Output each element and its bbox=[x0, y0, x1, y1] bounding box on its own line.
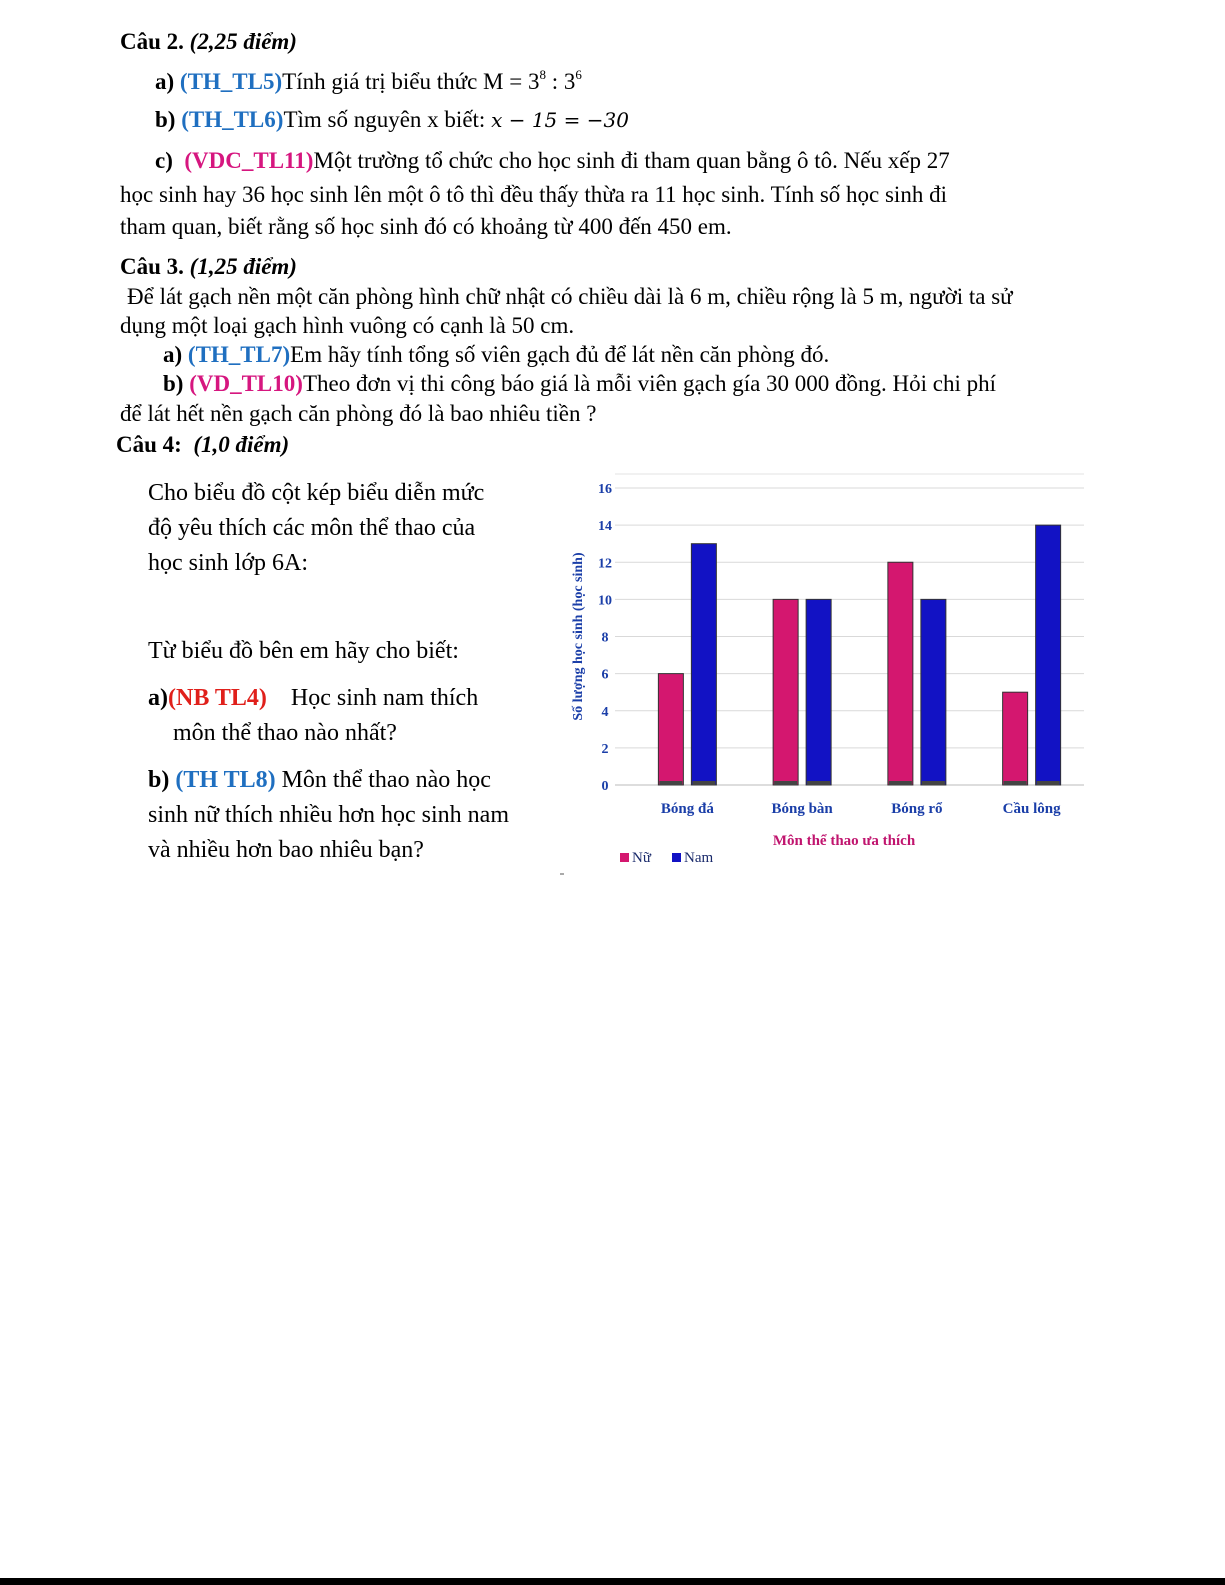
y-tick-label: 6 bbox=[601, 667, 609, 683]
q4-a-line2: môn thể thao nào nhất? bbox=[173, 720, 397, 746]
q4-heading bbox=[116, 430, 289, 460]
q3-a-code: (TH_TL7) bbox=[187, 342, 291, 367]
q4-intro2: độ yêu thích các môn thể thao của bbox=[148, 515, 476, 541]
q4-ask: Từ biểu đồ bên em hãy cho biết: bbox=[148, 638, 459, 664]
bar-base-shadow bbox=[807, 781, 830, 785]
q3-intro1: Để lát gạch nền một căn phòng hình chữ nhật có chiều dài là 6 m, chiều rộng là 5 m, người ta sử bbox=[127, 284, 1013, 309]
y-tick-label: 4 bbox=[601, 704, 609, 720]
q4-title: Câu 4: bbox=[116, 432, 182, 457]
q2-c-line2: học sinh hay 36 học sinh lên một ô tô thì đều thấy thừa ra 11 học sinh. Tính số học sinh đi bbox=[120, 182, 947, 207]
bar bbox=[658, 674, 683, 785]
bar bbox=[691, 544, 716, 785]
q3-b-code: (VD_TL10) bbox=[189, 371, 303, 396]
q2-title: Câu 2. bbox=[120, 29, 184, 54]
q2-c-code: (VDC_TL11) bbox=[184, 148, 314, 173]
x-tick-label: Cầu lông bbox=[1002, 801, 1061, 817]
y-tick-label: 12 bbox=[598, 556, 612, 572]
q2-a-mid: : 3 bbox=[545, 69, 576, 94]
x-tick-label: Bóng đá bbox=[660, 801, 714, 817]
q3-a-text: Em hãy tính tổng số viên gạch đủ để lát nền căn phòng đó. bbox=[290, 342, 830, 367]
q2-b-math: x − 15 = −30 bbox=[491, 108, 629, 132]
sports-bar-chart bbox=[560, 472, 1090, 877]
q2-c-label: c) bbox=[155, 148, 173, 173]
q4-b-line3: và nhiều hơn bao nhiêu bạn? bbox=[148, 837, 424, 863]
q2-a-code: (TH_TL5) bbox=[179, 69, 283, 94]
y-tick-label: 2 bbox=[601, 741, 609, 757]
bar-base-shadow bbox=[1004, 781, 1027, 785]
bar-base-shadow bbox=[889, 781, 912, 785]
q4-b-label: b) bbox=[148, 767, 170, 793]
x-tick-label: Bóng rổ bbox=[891, 801, 943, 817]
q3-points: (1,25 điểm) bbox=[189, 254, 297, 279]
y-tick-label: 0 bbox=[601, 779, 609, 794]
bar-base-shadow bbox=[1037, 781, 1060, 785]
q3-intro2: dụng một loại gạch hình vuông có cạnh là 50 cm. bbox=[120, 313, 575, 338]
q4-b-line2: sinh nữ thích nhiều hơn học sinh nam bbox=[148, 802, 509, 828]
q2-c bbox=[155, 146, 950, 176]
bar-base-shadow bbox=[692, 781, 715, 785]
q3-a-label: a) bbox=[163, 342, 183, 367]
legend-label: Nữ bbox=[632, 850, 651, 866]
q4-a bbox=[148, 683, 478, 713]
q2-c-line3: tham quan, biết rằng số học sinh đó có khoảng từ 400 đến 450 em. bbox=[120, 214, 732, 239]
bar-base-shadow bbox=[922, 781, 945, 785]
bar bbox=[921, 599, 946, 785]
q3-heading bbox=[120, 252, 297, 282]
page-bottom-border bbox=[0, 1578, 1225, 1585]
q3-b bbox=[163, 369, 996, 399]
bar bbox=[773, 599, 798, 785]
x-axis-label: Môn thể thao ưa thích bbox=[772, 833, 916, 849]
q3-b-line2: để lát hết nền gạch căn phòng đó là bao nhiêu tiền ? bbox=[120, 401, 597, 426]
bar bbox=[806, 599, 831, 785]
q4-points: (1,0 điểm) bbox=[193, 432, 290, 457]
q3-b-label: b) bbox=[163, 371, 184, 396]
y-tick-label: 10 bbox=[598, 593, 612, 609]
q4-b bbox=[148, 765, 491, 795]
q2-a-exp1: 8 bbox=[539, 67, 546, 82]
q3-a bbox=[163, 340, 829, 370]
q4-a-code: (NB TL4) bbox=[168, 685, 267, 711]
q2-a-label: a) bbox=[155, 69, 175, 94]
q4-intro3: học sinh lớp 6A: bbox=[148, 550, 309, 576]
q2-b-text: Tìm số nguyên x biết: bbox=[283, 107, 492, 132]
q4-b-code: (TH TL8) bbox=[175, 767, 276, 793]
bar bbox=[1036, 525, 1061, 785]
q2-c-text: Một trường tổ chức cho học sinh đi tham quan bằng ô tô. Nếu xếp 27 bbox=[313, 148, 950, 173]
q2-points: (2,25 điểm) bbox=[189, 29, 297, 54]
y-tick-label: 8 bbox=[601, 630, 609, 646]
bar-base-shadow bbox=[774, 781, 797, 785]
q4-intro1: Cho biểu đồ cột kép biểu diễn mức bbox=[148, 480, 485, 506]
q2-heading bbox=[120, 27, 297, 57]
q3-b-text: Theo đơn vị thi công báo giá là mỗi viên gạch gía 30 000 đồng. Hỏi chi phí bbox=[302, 371, 997, 396]
bar-base-shadow bbox=[659, 781, 682, 785]
bar bbox=[888, 562, 913, 785]
x-tick-label: Bóng bàn bbox=[771, 801, 833, 817]
legend-label: Nam bbox=[684, 850, 714, 866]
q4-a-label: a) bbox=[148, 685, 168, 711]
q2-a-exp2: 6 bbox=[575, 67, 582, 82]
q2-b-code: (TH_TL6) bbox=[181, 107, 284, 132]
y-tick-label: 16 bbox=[598, 482, 612, 497]
q2-a bbox=[155, 67, 582, 97]
q4-a-text: Học sinh nam thích bbox=[290, 685, 479, 711]
q3-title: Câu 3. bbox=[120, 254, 184, 279]
y-tick-label: 14 bbox=[598, 519, 612, 535]
y-axis-label: Số lượng học sinh (học sinh) bbox=[571, 552, 586, 721]
q4-b-text: Môn thể thao nào học bbox=[281, 767, 491, 793]
q2-b-label: b) bbox=[155, 107, 176, 132]
q2-b bbox=[155, 105, 629, 135]
q2-a-text: Tính giá trị biểu thức M = 3 bbox=[282, 69, 540, 94]
legend-swatch bbox=[672, 853, 681, 862]
bar bbox=[1003, 692, 1028, 785]
legend-swatch bbox=[620, 853, 629, 862]
